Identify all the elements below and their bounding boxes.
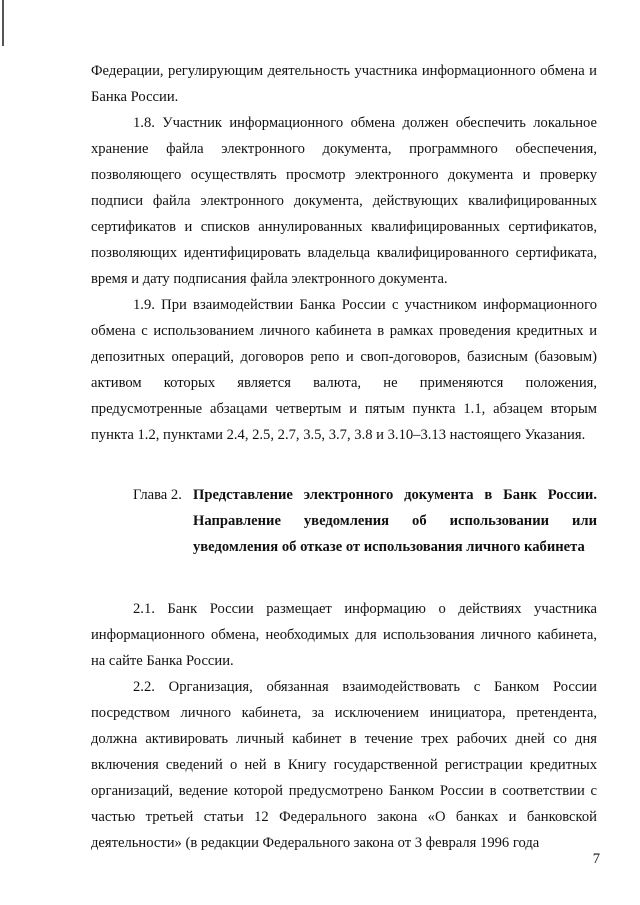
chapter-title: Представление электронного документа в Банк России. Направление уведомления об использовании или уведомления об отказе от использования личного кабинета: [193, 487, 597, 555]
paragraph-2-2: 2.2. Организация, обязанная взаимодействовать с Банком России посредством личного кабинета, за исключением инициатора, претендента, должна активировать личный кабинет в течение трех рабочих дней со дня включения сведений о ней в Книгу государственной регистрации кредитных организаций, ведение которой предусмотрено Банком России в соответствии с частью третьей статьи 12 Федерального закона «О банках и банковской деятельности» (в редакции Федерального закона от 3 февраля 1996 года: [91, 679, 597, 851]
paragraph-2-1: 2.1. Банк России размещает информацию о действиях участника информационного обмена, необходимых для использования личного кабинета, на сайте Банка России.: [91, 601, 597, 669]
paragraph-continuation: Федерации, регулирующим деятельность участника информационного обмена и Банка России.: [91, 63, 597, 105]
body-text: [91, 58, 597, 856]
scan-edge-mark: [2, 0, 4, 46]
chapter-label: Глава 2.: [133, 487, 182, 503]
page-number: 7: [592, 851, 600, 867]
paragraph-1-8: 1.8. Участник информационного обмена должен обеспечить локальное хранение файла электронного документа, программного обеспечения, позволяющего осуществлять просмотр электронного документа и проверку подписи файла электронного документа, действующих квалифицированных сертификатов и списков аннулированных квалифицированных сертификатов, позволяющих идентифицировать владельца квалифицированного сертификата, время и дату подписания файла электронного документа.: [91, 115, 597, 287]
paragraph-1-9: 1.9. При взаимодействии Банка России с участником информационного обмена с использованием личного кабинета в рамках проведения кредитных и депозитных операций, договоров репо и своп-договоров, базисным (базовым) активом которых является валюта, не применяются положения, предусмотренные абзацами четвертым и пятым пункта 1.1, абзацем вторым пункта 1.2, пунктами 2.4, 2.5, 2.7, 3.5, 3.7, 3.8 и 3.10–3.13 настоящего Указания.: [91, 297, 597, 443]
chapter-heading: [91, 482, 597, 560]
